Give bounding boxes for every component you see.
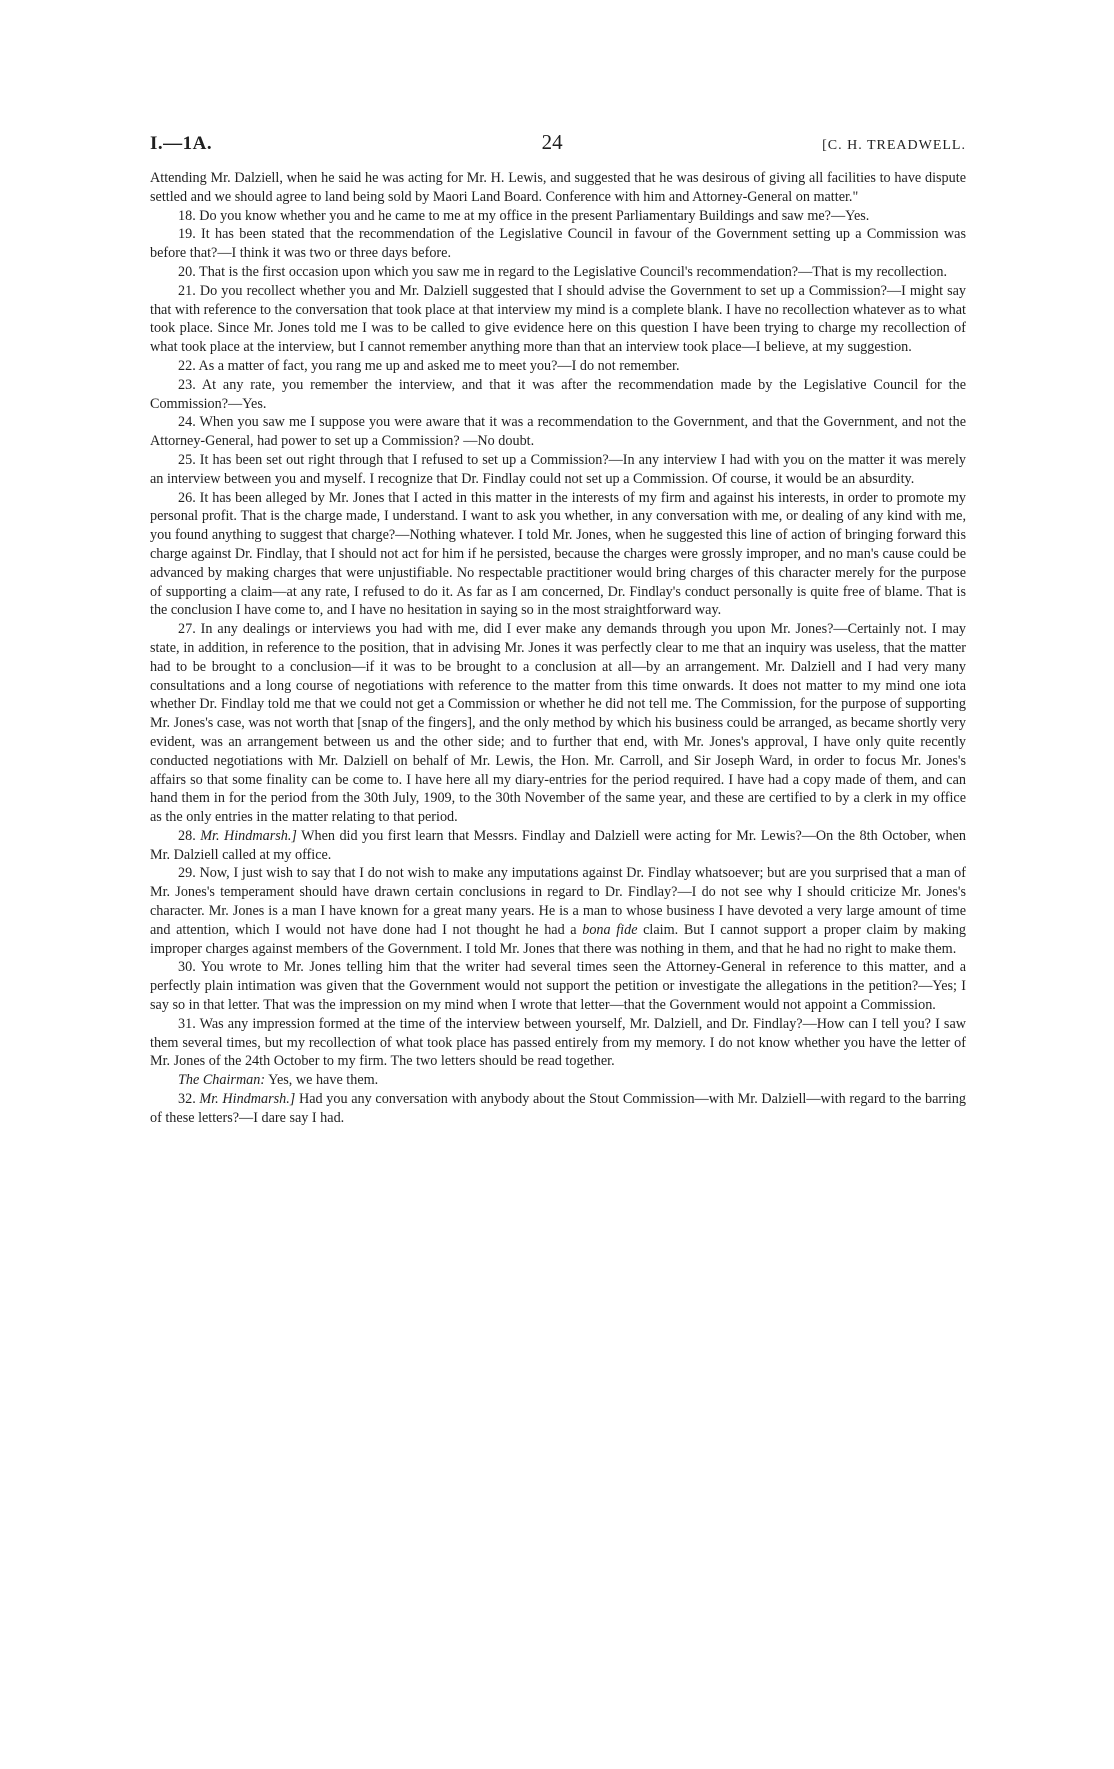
paragraph: 25. It has been set out right through that I refused to set up a Commission?—In any interview I had with you on the matter it was merely an interview between you and myself. I recognize that Dr. Findlay could not set up a Commission. Of course, it would be an absurdity.: [150, 451, 966, 487]
paragraph: 31. Was any impression formed at the time of the interview between yourself, Mr. Dalziell, and Dr. Findlay?—How can I tell you? I saw them several times, but my recollection of what took place has passed entirely from my memory. I do not know whether you have the letter of Mr. Jones of the 24th October to my firm. The two letters should be read together.: [150, 1015, 966, 1070]
speaker-name: The Chairman:: [178, 1072, 266, 1089]
witness-name: [C. H. TREADWELL.: [822, 138, 966, 153]
paragraph: 22. As a matter of fact, you rang me up and asked me to meet you?—I do not remember.: [178, 357, 680, 374]
paragraph: 21. Do you recollect whether you and Mr. Dalziell suggested that I should advise the Government to set up a Commission?—I might say that with reference to the conversation that took place at that interview my mind is a complete blank. I have no recollection whatever as to what took place. Since Mr. Jones told me I was to be called to give evidence here on this question I have been trying to charge my recollection of what took place at the interview, but I cannot remember anything more than that an interview took place—I believe, at my suggestion.: [150, 282, 966, 356]
paragraph: 26. It has been alleged by Mr. Jones that I acted in this matter in the interests of my firm and against his interests, in order to promote my personal profit. That is the charge made, I understand. I want to ask you whether, in any conversation with me, or dealing of any kind with me, you found anything to suggest that charge?—Nothing whatever. I told Mr. Jones, when he suggested this line of action of bringing forward this charge against Dr. Findlay, that I should not act for him if he persisted, because the charges were grossly improper, and no man's cause could be advanced by making charges that were unjustifiable. No respectable practitioner would bring charges of this character merely for the purpose of supporting a claim—at any rate, I refused to do it. As far as I am concerned, Dr. Findlay's conduct personally is quite free of blame. That is the conclusion I have come to, and I have no hesitation in saying so in the most straightforward way.: [150, 489, 966, 619]
paragraph: 18. Do you know whether you and he came to me at my office in the present Parliamentary Buildings and saw me?—Yes.: [178, 207, 870, 224]
paragraph: 24. When you saw me I suppose you were aware that it was a recommendation to the Government, and that the Government, and not the Attorney-General, had power to set up a Commission? —No doubt.: [150, 414, 966, 450]
document-body: [150, 169, 966, 1128]
paragraph: 28. Mr. Hindmarsh.] When did you first learn that Messrs. Findlay and Dalziell were acting for Mr. Lewis?—On the 8th October, when Mr. Dalziell called at my office.: [150, 827, 966, 863]
paragraph: The Chairman: Yes, we have them.: [178, 1072, 379, 1089]
document-page: [150, 130, 966, 1128]
speaker-name: Mr. Hindmarsh.]: [200, 827, 297, 844]
paragraph: 29. Now, I just wish to say that I do not wish to make any imputations against Dr. Findlay whatsoever; but are you surprised that a man of Mr. Jones's temperament should have drawn certain conclusions in regard to Dr. Findlay?—I do not see why I should criticize Mr. Jones's character. Mr. Jones is a man I have known for a great many years. He is a man to whose business I have devoted a very large amount of time and attention, which I would not have done had I not thought he had a bona fide claim. But I cannot support a proper claim by making improper charges against members of the Government. I told Mr. Jones that there was nothing in them, and that he had no right to make them.: [150, 865, 966, 957]
paragraph: 30. You wrote to Mr. Jones telling him that the writer had several times seen the Attorney-General in reference to this matter, and a perfectly plain intimation was given that the Government would not support the petition or investigate the allegations in the petition?—Yes; I say so in that letter. That was the impression on my mind when I wrote that letter—that the Government would not appoint a Commission.: [150, 959, 966, 1014]
italic-phrase: bona fide: [582, 921, 638, 938]
paragraph: 20. That is the first occasion upon which you saw me in regard to the Legislative Council's recommendation?—That is my recollection.: [178, 263, 948, 280]
page-header: [150, 130, 966, 155]
paragraph: 32. Mr. Hindmarsh.] Had you any conversation with anybody about the Stout Commission—with Mr. Dalziell—with regard to the barring of these letters?—I dare say I had.: [150, 1091, 966, 1126]
paragraph: Attending Mr. Dalziell, when he said he was acting for Mr. H. Lewis, and suggested that he was desirous of giving all facilities to have dispute settled and we should agree to land being sold by Maori Land Board. Conference with him and Attorney-General on matter.": [150, 170, 966, 205]
speaker-name: Mr. Hindmarsh.]: [199, 1091, 296, 1108]
page-number: 24: [541, 130, 563, 154]
paragraph: 23. At any rate, you remember the interview, and that it was after the recommendation made by the Legislative Council for the Commission?—Yes.: [150, 376, 966, 412]
paragraph: 19. It has been stated that the recommendation of the Legislative Council in favour of the Government setting up a Commission was before that?—I think it was two or three days before.: [150, 226, 966, 262]
paper-reference: I.—1A.: [150, 133, 213, 154]
paragraph: 27. In any dealings or interviews you had with me, did I ever make any demands through you upon Mr. Jones?—Certainly not. I may state, in addition, in reference to the position, that in advising Mr. Jones it was perfectly clear to me that an inquiry was useless, that the matter had to be brought to a conclusion—if it was to be brought to a conclusion at all—by an arrangement. Mr. Dalziell and I had very many consultations and a long course of negotiations with reference to the matter from this time onwards. It does not matter to my mind one iota whether Dr. Findlay told me that we could not get a Commission or whether he did not tell me. The Commission, for the purpose of supporting Mr. Jones's case, was not worth that [snap of the fingers], and the only method by which his business could be arranged, as became shortly very evident, was an arrangement between us and the other side; and to further that end, with Mr. Jones's approval, I have only quite recently conducted negotiations with Mr. Dalziell on behalf of Mr. Lewis, the Hon. Mr. Carroll, and Sir Joseph Ward, in order to focus Mr. Jones's affairs so that some finality can be come to. I have here all my diary-entries for the period required. I have had a copy made of them, and can hand them in for the period from the 30th July, 1909, to the 30th November of the same year, and these are certified to by a clerk in my office as the only entries in the matter relating to that period.: [150, 621, 966, 826]
